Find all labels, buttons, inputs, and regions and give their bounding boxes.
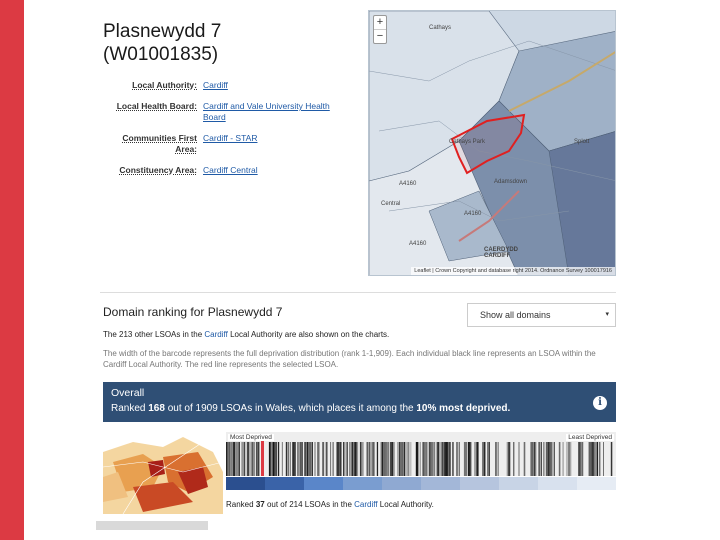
info-row-local-authority <box>103 80 348 91</box>
barcode-line <box>568 442 569 476</box>
barcode-line <box>392 442 393 476</box>
scale-band <box>499 477 538 490</box>
barcode-line <box>407 442 408 476</box>
constituency-link[interactable]: Cardiff Central <box>203 165 258 175</box>
barcode-line <box>381 442 382 476</box>
barcode-line <box>487 442 488 476</box>
barcode-line <box>400 442 401 476</box>
barcode-line <box>318 442 319 476</box>
barcode-line <box>234 442 235 476</box>
barcode-line <box>243 442 244 476</box>
barcode-line <box>340 442 341 476</box>
barcode-line <box>278 442 279 476</box>
barcode-line <box>300 442 301 476</box>
zoom-in-button[interactable]: + <box>374 16 386 30</box>
barcode-line <box>603 442 604 476</box>
rank-text: Ranked <box>226 500 254 509</box>
barcode-line <box>325 442 326 476</box>
barcode-line <box>478 442 479 476</box>
barcode-line <box>408 442 409 476</box>
barcode-line <box>274 442 275 476</box>
barcode-line <box>248 442 249 476</box>
least-deprived-label: Least Deprived <box>568 434 612 441</box>
barcode-line <box>433 442 434 476</box>
barcode-line <box>431 442 432 476</box>
barcode-line <box>373 442 375 476</box>
barcode-line <box>482 442 483 476</box>
overall-heading: Overall <box>111 387 145 399</box>
barcode-line <box>434 442 435 476</box>
barcode-line <box>298 442 299 476</box>
barcode-line <box>252 442 253 476</box>
info-label: Local Authority: <box>132 80 197 90</box>
caret-down-icon: ▾ <box>605 311 609 318</box>
barcode-line <box>361 442 362 476</box>
barcode-line <box>292 442 293 476</box>
barcode-line <box>290 442 291 476</box>
barcode-line <box>231 442 232 476</box>
barcode-line <box>532 442 533 476</box>
barcode-line <box>519 442 520 476</box>
barcode-line <box>227 442 228 476</box>
barcode-line <box>270 442 271 476</box>
barcode-line <box>548 442 549 476</box>
barcode-line <box>402 442 403 476</box>
barcode-line <box>571 442 572 476</box>
barcode-line <box>485 442 486 476</box>
barcode-line <box>465 442 467 476</box>
scale-band <box>226 477 265 490</box>
barcode-line <box>369 442 371 476</box>
barcode-line <box>425 442 426 476</box>
info-icon[interactable]: i <box>593 396 607 410</box>
barcode-line <box>563 442 564 476</box>
barcode-line <box>305 442 306 476</box>
barcode-line <box>476 442 478 476</box>
barcode-line <box>322 442 324 476</box>
barcode-line <box>238 442 239 476</box>
barcode-line <box>442 442 443 476</box>
barcode-line <box>272 442 273 476</box>
scale-band <box>382 477 421 490</box>
barcode-line <box>253 442 254 476</box>
barcode-line <box>242 442 243 476</box>
barcode-line <box>599 442 600 476</box>
local-authority-link[interactable]: Cardiff <box>203 80 228 90</box>
scale-band <box>460 477 499 490</box>
barcode-line <box>404 442 405 476</box>
barcode-line <box>346 442 347 476</box>
barcode-line <box>230 442 231 476</box>
barcode-line <box>386 442 387 476</box>
barcode-line <box>441 442 442 476</box>
barcode-line <box>343 442 345 476</box>
barcode-line <box>597 442 599 476</box>
barcode-line <box>353 442 355 476</box>
domain-select-value: Show all domains <box>480 310 551 320</box>
barcode-line <box>363 442 364 476</box>
barcode-line <box>426 442 427 476</box>
info-label: Local Health Board: <box>116 101 197 111</box>
barcode-line <box>541 442 542 476</box>
scale-band <box>577 477 616 490</box>
map-label: Cathays <box>429 25 452 31</box>
area-info-table <box>103 80 348 186</box>
domain-ranking-title: Domain ranking for Plasnewydd 7 <box>103 305 283 319</box>
barcode-line <box>489 442 490 476</box>
barcode-line <box>308 442 309 476</box>
barcode-line <box>495 442 497 476</box>
local-authority-link[interactable]: Cardiff <box>204 330 228 339</box>
local-rank-text <box>226 500 434 509</box>
barcode-line <box>286 442 288 476</box>
barcode-line <box>398 442 399 476</box>
rank-text: out of 214 LSOAs in the <box>266 500 352 509</box>
rank-text: Local Authority. <box>379 500 434 509</box>
barcode-line <box>233 442 234 476</box>
barcode-line <box>446 442 448 476</box>
barcode-line <box>295 442 296 476</box>
barcode-line <box>360 442 361 476</box>
barcode-line <box>554 442 555 476</box>
barcode-line <box>356 442 357 476</box>
barcode-line <box>326 442 327 476</box>
barcode-line <box>437 442 439 476</box>
barcode-line <box>559 442 561 476</box>
local-authority-link[interactable]: Cardiff <box>354 500 378 509</box>
info-row-health-board <box>103 101 348 123</box>
barcode-line <box>239 442 240 476</box>
barcode-line <box>469 442 470 476</box>
map-label: Adamsdown <box>494 179 528 185</box>
barcode-line <box>417 442 418 476</box>
barcode-line <box>611 442 613 476</box>
overall-panel <box>103 382 616 422</box>
barcode-description: The width of the barcode represents the full deprivation distribution (rank 1-1,909). Each individual black line represents an LSOA within the Cardiff Local Authority. The red line represents the selected LSOA. <box>103 349 596 369</box>
barcode-line <box>244 442 245 476</box>
rank-text: out of 1909 LSOAs in Wales, which places it among the <box>167 403 414 414</box>
barcode-line <box>351 442 352 476</box>
barcode-line <box>589 442 590 476</box>
barcode-line <box>470 442 471 476</box>
local-rank-value: 37 <box>255 500 265 509</box>
overall-percent: 10% most deprived. <box>416 403 511 414</box>
barcode-line <box>368 442 369 476</box>
map-label: Splott <box>574 139 590 145</box>
barcode-line <box>411 442 412 476</box>
barcode-line <box>452 442 454 476</box>
barcode-line <box>312 442 313 476</box>
scale-band <box>343 477 382 490</box>
barcode-line <box>443 442 445 476</box>
zoom-out-button[interactable]: − <box>376 30 384 42</box>
barcode-line <box>538 442 539 476</box>
barcode-line <box>269 442 270 476</box>
barcode-line <box>422 442 423 476</box>
barcode-line <box>309 442 310 476</box>
barcode-line <box>377 442 378 476</box>
deprivation-scale <box>226 477 616 490</box>
page-title <box>103 20 221 66</box>
barcode-line <box>569 442 570 476</box>
domain-select[interactable] <box>467 303 616 327</box>
deprivation-barcode <box>226 432 616 476</box>
barcode-line <box>311 442 312 476</box>
barcode-line <box>387 442 389 476</box>
map-attribution: Leaflet | Crown Copyright and database right 2014. Ordnance Survey 100017916 <box>411 267 615 275</box>
mini-deprivation-map[interactable] <box>103 432 223 514</box>
barcode-line <box>438 442 440 476</box>
section-divider <box>100 292 616 293</box>
barcode-line <box>294 442 295 476</box>
barcode-line <box>567 442 568 476</box>
barcode-line <box>352 442 353 476</box>
barcode-line <box>468 442 469 476</box>
barcode-line <box>530 442 532 476</box>
left-accent-strip <box>0 0 24 540</box>
map-label: CAERDYDD CARDIFF <box>484 247 519 259</box>
scale-band <box>538 477 577 490</box>
barcode-line <box>430 442 431 476</box>
barcode-line <box>299 442 300 476</box>
barcode-line <box>551 442 553 476</box>
barcode-line <box>594 442 595 476</box>
info-label: Constituency Area: <box>119 165 197 175</box>
overall-rank-value: 168 <box>148 403 165 414</box>
barcode-line <box>507 442 508 476</box>
barcode-line <box>474 442 475 476</box>
barcode-line <box>450 442 451 476</box>
barcode-line <box>288 442 289 476</box>
map-label: Central <box>381 201 401 207</box>
barcode-line <box>534 442 535 476</box>
footer-bar <box>96 521 208 530</box>
info-row-communities-first <box>103 133 348 155</box>
barcode-line <box>314 442 315 476</box>
barcode-line <box>498 442 499 476</box>
barcode-line <box>543 442 544 476</box>
barcode-line <box>595 442 596 476</box>
barcode-line <box>333 442 334 476</box>
barcode-line <box>403 442 404 476</box>
barcode-line <box>464 442 465 476</box>
barcode-line <box>424 442 425 476</box>
barcode-line <box>539 442 540 476</box>
barcode-line <box>429 442 430 476</box>
map-label: Cathays Park <box>449 139 486 145</box>
barcode-line <box>275 442 277 476</box>
map-label: A4160 <box>464 211 482 217</box>
info-label: Communities First Area: <box>122 133 197 154</box>
barcode-line <box>420 442 421 476</box>
barcode-line <box>535 442 536 476</box>
barcode-line <box>382 442 383 476</box>
most-deprived-label: Most Deprived <box>230 434 272 441</box>
scale-band <box>421 477 460 490</box>
other-lsoas-note <box>103 330 618 339</box>
barcode-line <box>582 442 583 476</box>
lsoa-map[interactable] <box>368 10 616 276</box>
overall-rank-text <box>111 403 608 414</box>
barcode-line <box>385 442 386 476</box>
rank-text: Ranked <box>111 403 146 414</box>
map-label: A4160 <box>409 241 427 247</box>
barcode-line <box>256 442 257 476</box>
barcode-line <box>251 442 252 476</box>
barcode-line <box>447 442 448 476</box>
barcode-line <box>578 442 580 476</box>
scale-band <box>304 477 343 490</box>
barcode-line <box>259 442 260 476</box>
barcode-line <box>330 442 331 476</box>
barcode-line <box>226 442 227 476</box>
barcode-line <box>533 442 534 476</box>
barcode-line <box>394 442 395 476</box>
selected-lsoa-marker <box>261 438 264 476</box>
barcode-lines <box>226 432 616 476</box>
barcode-line <box>581 442 582 476</box>
barcode-line <box>337 442 338 476</box>
barcode-line <box>459 442 460 476</box>
health-board-link[interactable]: Cardiff and Vale University Health Board <box>203 101 330 122</box>
barcode-line <box>444 442 446 476</box>
barcode-line <box>372 442 373 476</box>
barcode-line <box>282 442 283 476</box>
barcode-line <box>357 442 358 476</box>
note-text: Local Authority are also shown on the charts. <box>230 330 390 339</box>
barcode-line <box>550 442 551 476</box>
map-zoom-control <box>373 15 387 44</box>
barcode-line <box>350 442 351 476</box>
barcode-line <box>301 442 303 476</box>
barcode-line <box>399 442 400 476</box>
info-row-constituency <box>103 165 348 176</box>
area-name: Plasnewydd 7 <box>103 21 222 42</box>
barcode-line <box>456 442 458 476</box>
map-label: A4160 <box>399 181 417 187</box>
barcode-line <box>347 442 348 476</box>
note-text: The 213 other LSOAs in the <box>103 330 203 339</box>
barcode-line <box>338 442 339 476</box>
barcode-line <box>590 442 591 476</box>
barcode-line <box>448 442 450 476</box>
mini-map-canvas <box>103 432 223 514</box>
area-code: (W01001835) <box>103 44 219 65</box>
communities-first-link[interactable]: Cardiff - STAR <box>203 133 258 143</box>
barcode-line <box>509 442 510 476</box>
barcode-line <box>524 442 526 476</box>
barcode-line <box>591 442 592 476</box>
scale-band <box>265 477 304 490</box>
barcode-line <box>513 442 514 476</box>
barcode-line <box>236 442 237 476</box>
barcode-line <box>546 442 547 476</box>
